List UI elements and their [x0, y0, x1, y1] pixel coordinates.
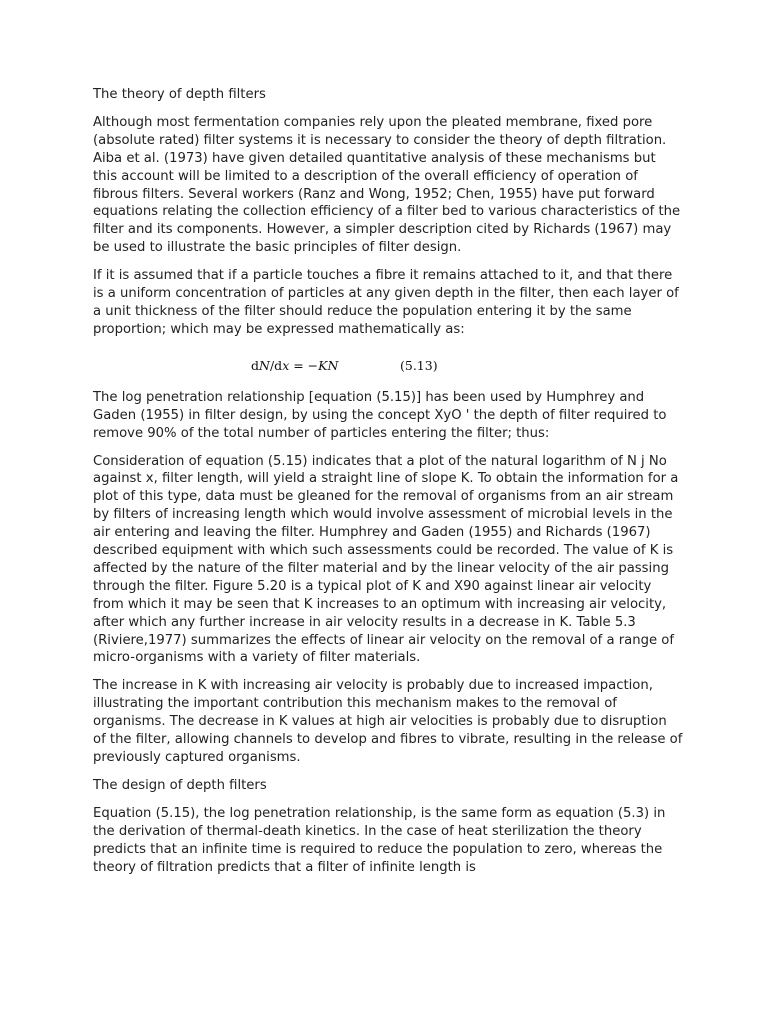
- eq-d1: d: [251, 357, 260, 373]
- eq-x: x: [282, 357, 290, 373]
- paragraph-assumption: If it is assumed that if a particle touches a fibre it remains attached to it, and that there is a uniform concentration of particles at any given depth in the filter, then each layer of a unit thickness of the filter should reduce the population entering it by the same proportion; which may be expressed mathematically as:: [93, 268, 679, 337]
- document-page: [93, 86, 683, 886]
- paragraph-intro: Although most fermentation companies rely upon the pleated membrane, fixed pore (absolute rated) filter systems it is necessary to consider the theory of depth filtration. Aiba et al. (1973) have given detailed quantitative analysis of these mechanisms but this account will be limited to a description of the overall efficiency of operation of fibrous filters. Several workers (Ranz and Wong, 1952; Chen, 1955) have put forward equations relating the collection efficiency of a filter bed to various characteristics of the filter and its components. However, a simpler description cited by Richards (1967) may be used to illustrate the basic principles of filter design.: [93, 114, 681, 256]
- section-heading-theory: The theory of depth filters: [93, 87, 266, 102]
- eq-d2: d: [274, 357, 283, 373]
- equation-5-13: [93, 357, 683, 377]
- eq-equals: = −: [289, 357, 319, 373]
- eq-slash: /: [269, 357, 275, 373]
- equation-number: (5.13): [400, 357, 438, 373]
- equation-expression: [251, 357, 338, 375]
- paragraph-increase-k: The increase in K with increasing air velocity is probably due to increased impaction, illustrating the important contribution this mechanism makes to the removal of organisms. The decrease in K values at high air velocities is probably due to disruption of the filter, allowing channels to develop and fibres to vibrate, resulting in the release of previously captured organisms.: [93, 678, 683, 765]
- eq-kn: KN: [318, 357, 339, 373]
- eq-n: N: [259, 357, 270, 373]
- paragraph-consideration: Consideration of equation (5.15) indicates that a plot of the natural logarithm of N j No against x, filter length, will yield a straight line of slope K. To obtain the information for a plot of this type, data must be gleaned for the removal of organisms from an air stream by filters of increasing length which would involve assessment of microbial levels in the air entering and leaving the filter. Humphrey and Gaden (1955) and Richards (1967) described equipment with which such assessments could be recorded. The value of K is affected by the nature of the filter material and by the linear velocity of the air passing through the filter. Figure 5.20 is a typical plot of K and X90 against linear air velocity from which it may be seen that K increases to an optimum with increasing air velocity, after which any further increase in air velocity results in a decrease in K. Table 5.3 (Riviere,1977) summarizes the effects of linear air velocity on the removal of a range of micro-organisms with a variety of filter materials.: [93, 453, 679, 666]
- section-heading-design: The design of depth filters: [93, 777, 267, 793]
- paragraph-log-penetration: The log penetration relationship [equation (5.15)] has been used by Humphrey and Gaden (1955) in filter design, by using the concept XyO ' the depth of filter required to remove 90% of the total number of particles entering the filter; thus:: [93, 389, 667, 441]
- paragraph-design: Equation (5.15), the log penetration relationship, is the same form as equation (5.3) in the derivation of thermal-death kinetics. In the case of heat sterilization the theory predicts that an infinite time is required to reduce the population to zero, whereas the theory of filtration predicts that a filter of infinite length is: [93, 805, 666, 875]
